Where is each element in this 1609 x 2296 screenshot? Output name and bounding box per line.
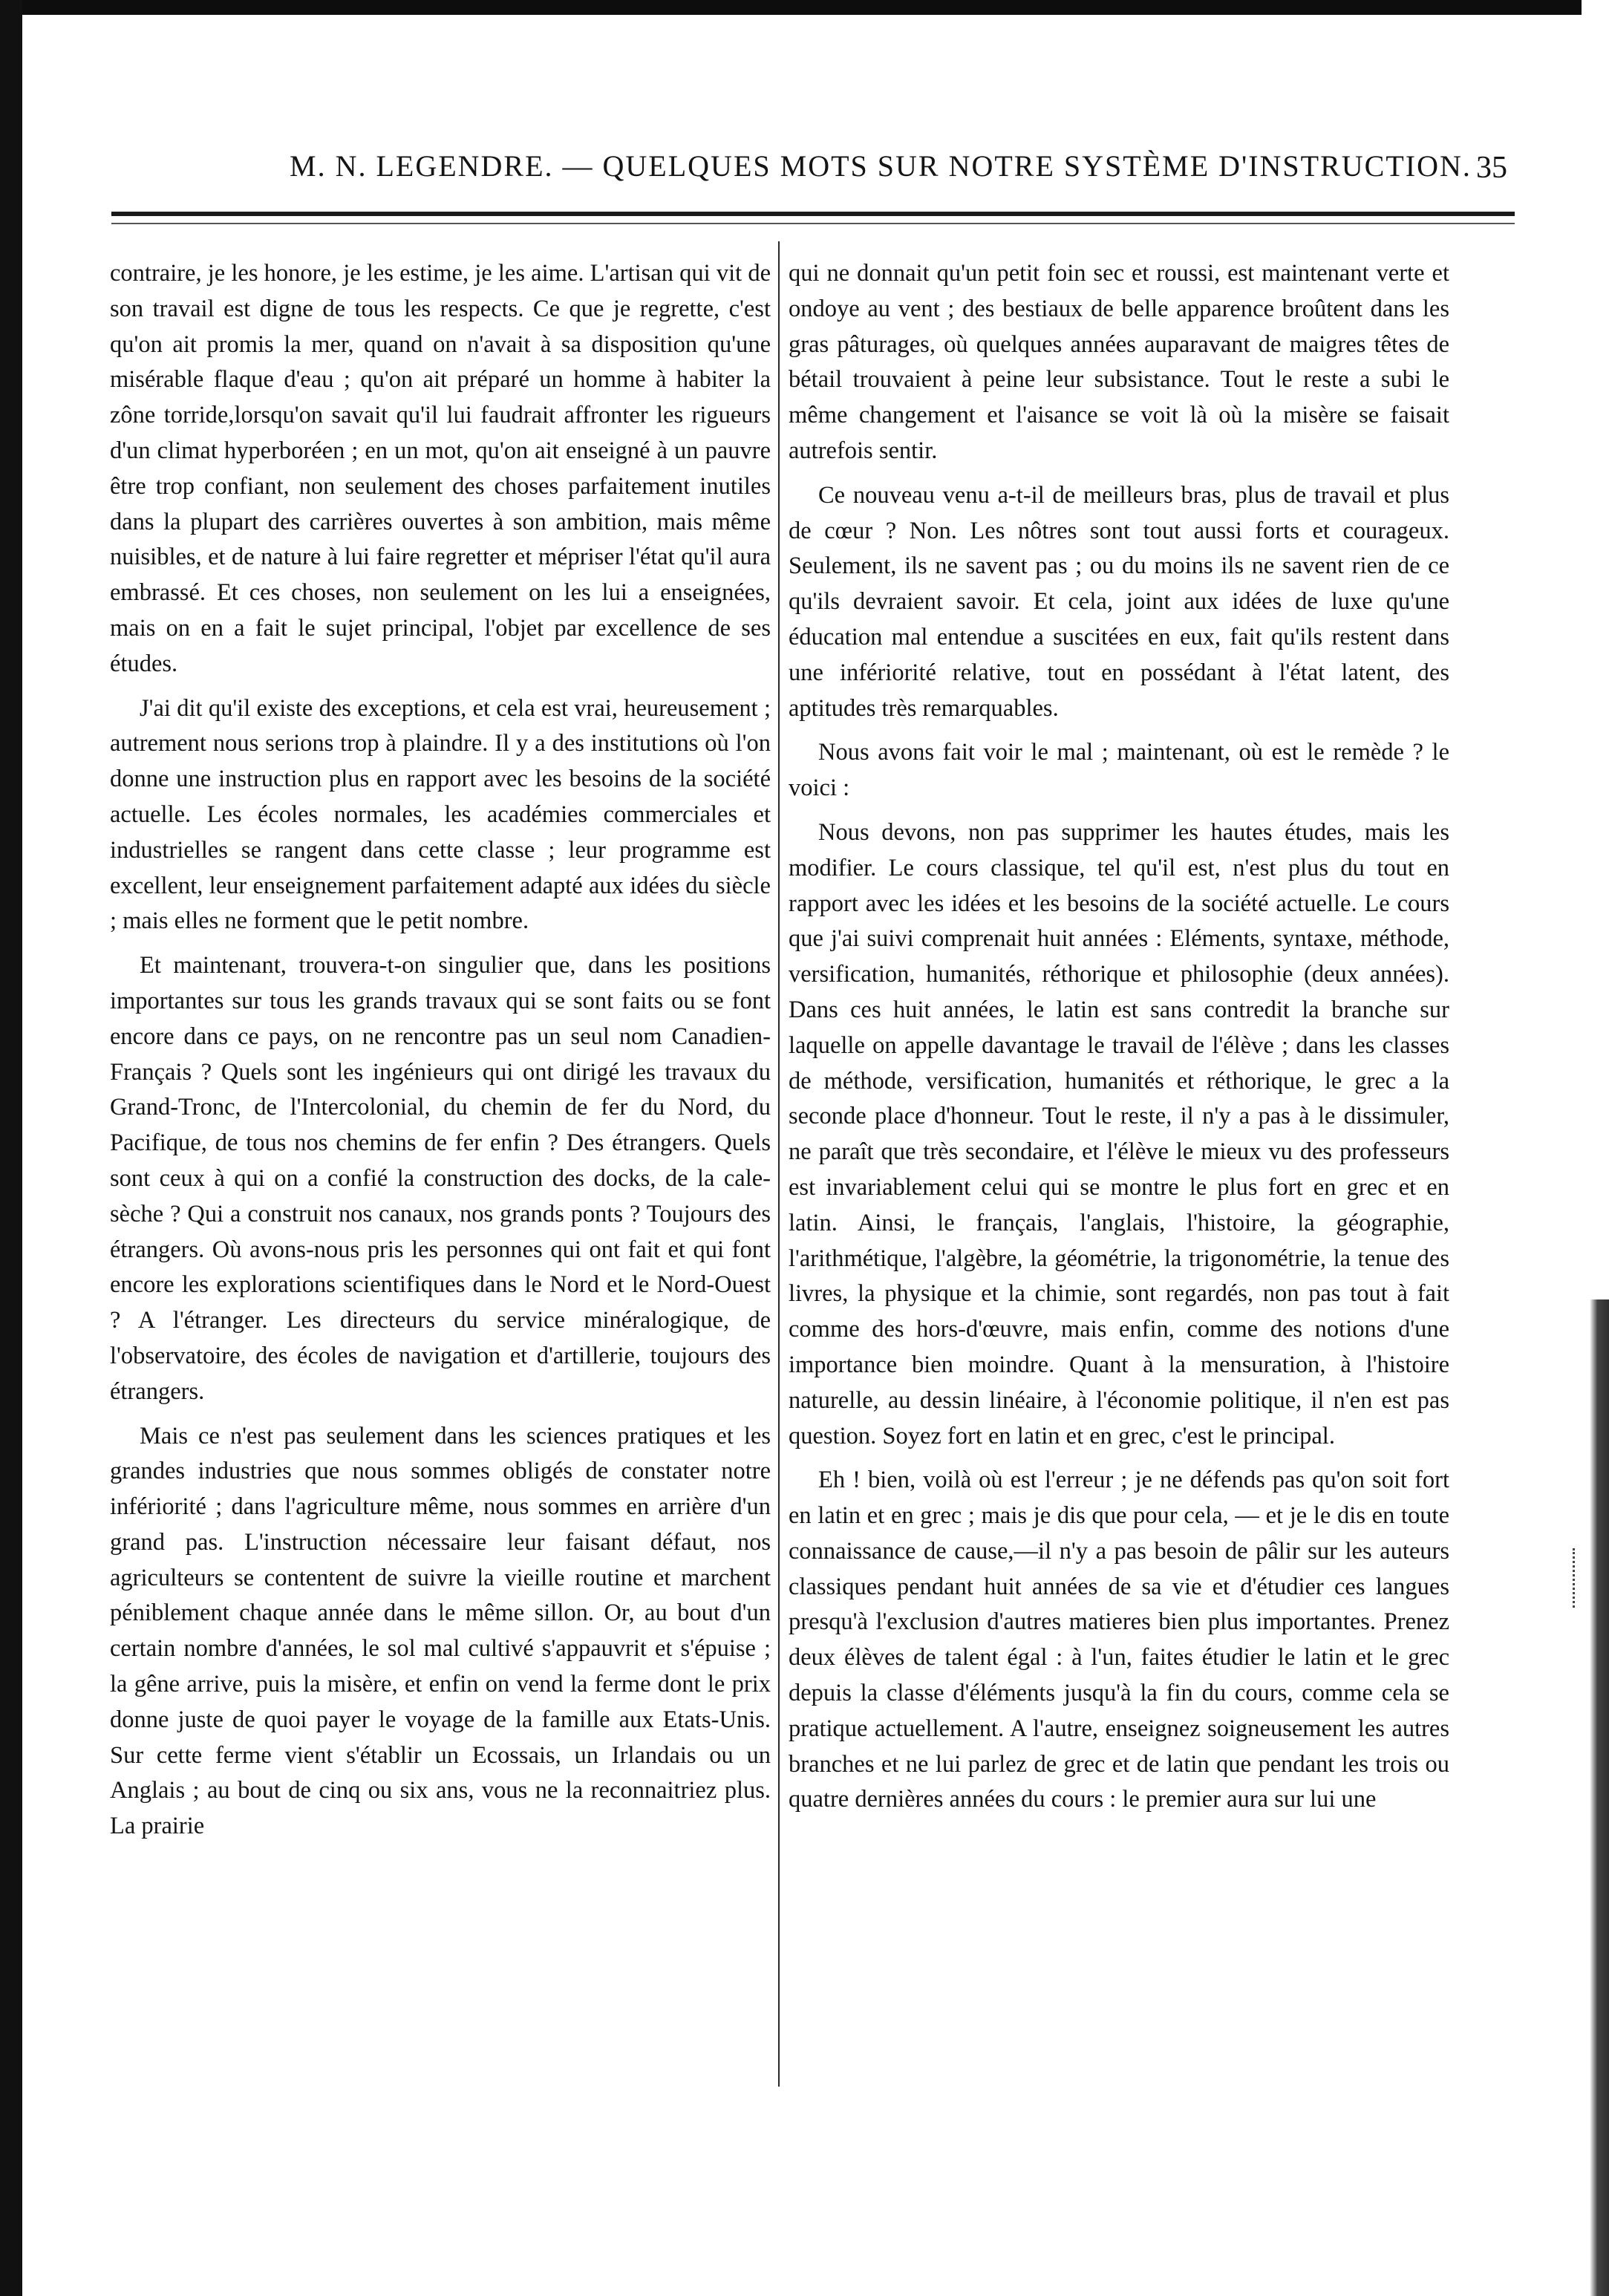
- scan-right-edge: [1590, 1299, 1609, 2296]
- paragraph: Nous devons, non pas supprimer les hautes études, mais les modifier. Le cours classique, tel qu'il est, n'est plus du tout en rapport avec les idées et les besoins de la société actuelle. Le cours que j'ai suivi comprenait huit années : Eléments, syntaxe, méthode, versification, humanités, réthorique et philosophie (deux années). Dans ces huit années, le latin est sans contredit la branche sur laquelle on appelle davantage le travail de l'élève ; dans les classes de méthode, versification, humanités et réthorique, le grec a la seconde place d'honneur. Tout le reste, il n'y a pas à le dissimuler, ne paraît que très secondaire, et l'élève le mieux vu des professeurs est invariablement celui qui se montre le plus fort en grec et en latin. Ainsi, le français, l'anglais, l'histoire, la géographie, l'arithmétique, l'algèbre, la géométrie, la trigonométrie, la tenue des livres, la physique et la chimie, sont regardés, non pas tout à fait comme des hors-d'œuvre, mais enfin, comme des notions d'une importance bien moindre. Quant à la mensuration, à l'histoire naturelle, au dessin linéaire, à l'économie politique, il n'en est pas question. Soyez fort en latin et en grec, c'est le principal.: [789, 818, 1449, 1449]
- page-number: 35: [1476, 151, 1507, 185]
- header-rule: [111, 212, 1515, 216]
- left-column: [110, 256, 771, 1845]
- column-divider: [778, 241, 780, 2087]
- scan-left-border: [0, 0, 22, 2296]
- paragraph: Et maintenant, trouvera-t-on singulier que, dans les positions importantes sur tous les grands travaux qui se sont faits ou se font encore dans ce pays, on ne rencontre pas un seul nom Canadien-Français ? Quels sont les ingénieurs qui ont dirigé les travaux du Grand-Tronc, de l'Intercolonial, du chemin de fer du Nord, du Pacifique, de tous nos chemins de fer enfin ? Des étrangers. Quels sont ceux à qui on a confié la construction des docks, de la cale-sèche ? Qui a construit nos canaux, nos grands ponts ? Toujours des étrangers. Où avons-nous pris les personnes qui ont fait et qui font encore les explorations scientifiques dans le Nord et le Nord-Ouest ? A l'étranger. Les directeurs du service minéralogique, de l'observatoire, des écoles de navigation et d'artillerie, toujours des étrangers.: [110, 952, 771, 1405]
- right-column: [789, 256, 1449, 1818]
- paragraph: J'ai dit qu'il existe des exceptions, et cela est vrai, heureusement ; autrement nous serions trop à plaindre. Il y a des institutions où l'on donne une instruction plus en rapport avec les besoins de la société actuelle. Les écoles normales, les académies commerciales et industrielles se rangent dans cette classe ; leur programme est excellent, leur enseignement parfaitement adapté aux idées du siècle ; mais elles ne forment que le petit nombre.: [110, 694, 771, 935]
- margin-marks: [1573, 1548, 1579, 1608]
- paragraph: Eh ! bien, voilà où est l'erreur ; je ne défends pas qu'on soit fort en latin et en grec ; mais je dis que pour cela, — et je le dis en toute connaissance de cause,—il n'y a pas besoin de pâlir sur les auteurs classiques pendant huit années de sa vie et d'étudier ces langues presqu'à l'exclusion d'autres matieres bien plus importantes. Prenez deux élèves de talent égal : à l'un, faites étudier le latin et le grec depuis la classe d'éléments jusqu'à la fin du cours, comme cela se pratique actuellement. A l'autre, enseignez soigneusement les autres branches et ne lui parlez de grec et de latin que pendant les trois ou quatre dernières années du cours : le premier aura sur lui une: [789, 1467, 1449, 1813]
- paragraph: Mais ce n'est pas seulement dans les sciences pratiques et les grandes industries que nous sommes obligés de constater notre infériorité ; dans l'agriculture même, nous sommes en arrière d'un grand pas. L'instruction nécessaire leur faisant défaut, nos agriculteurs se contentent de suivre la vieille routine et marchent péniblement chaque année dans le même sillon. Or, au bout d'un certain nombre d'années, le sol mal cultivé s'appauvrit et s'épuise ; la gêne arrive, puis la misère, et enfin on vend la ferme dont le prix donne juste de quoi payer le voyage de la famille aux Etats-Unis. Sur cette ferme vient s'établir un Ecossais, un Irlandais ou un Anglais ; au bout de cinq ou six ans, vous ne la reconnaitriez plus. La prairie: [110, 1422, 771, 1840]
- scan-top-border: [0, 0, 1582, 15]
- header-rule-thin: [111, 223, 1515, 224]
- paragraph: Nous avons fait voir le mal ; maintenant, où est le remède ? le voici :: [789, 739, 1449, 802]
- running-head: M. N. LEGENDRE. — QUELQUES MOTS SUR NOTRE SYSTÈME D'INSTRUCTION.: [290, 149, 1472, 183]
- paragraph: Ce nouveau venu a-t-il de meilleurs bras, plus de travail et plus de cœur ? Non. Les nôtres sont tout aussi forts et courageux. Seulement, ils ne savent pas ; ou du moins ils ne savent rien de ce qu'ils devraient savoir. Et cela, joint aux idées de luxe qu'une éducation mal entendue a suscitées en eux, fait qu'ils restent dans une infériorité relative, tout en possédant à l'état latent, des aptitudes très remarquables.: [789, 481, 1449, 722]
- paragraph: qui ne donnait qu'un petit foin sec et roussi, est maintenant verte et ondoye au vent ; des bestiaux de belle apparence broûtent dans les gras pâturages, où quelques années auparavant de maigres têtes de bétail trouvaient à peine leur subsistance. Tout le reste a subi le même changement et l'aisance se voit là où la misère se faisait autrefois sentir.: [789, 260, 1449, 464]
- paragraph: contraire, je les honore, je les estime, je les aime. L'artisan qui vit de son travail est digne de tous les respects. Ce que je regrette, c'est qu'on ait promis la mer, quand on n'avait à sa disposition qu'une misérable flaque d'eau ; qu'on ait préparé un homme à habiter la zône torride,lorsqu'on savait qu'il lui faudrait affronter les rigueurs d'un climat hyperboréen ; en un mot, qu'on ait enseigné à un pauvre être trop confiant, non seulement des choses parfaitement inutiles dans la plupart des carrières ouvertes à son ambition, mais même nuisibles, et de nature à lui faire regretter et mépriser l'état qu'il aura embrassé. Et ces choses, non seulement on les lui a enseignées, mais on en a fait le sujet principal, l'objet par excellence de ses études.: [110, 260, 771, 677]
- page-header: [111, 141, 1515, 193]
